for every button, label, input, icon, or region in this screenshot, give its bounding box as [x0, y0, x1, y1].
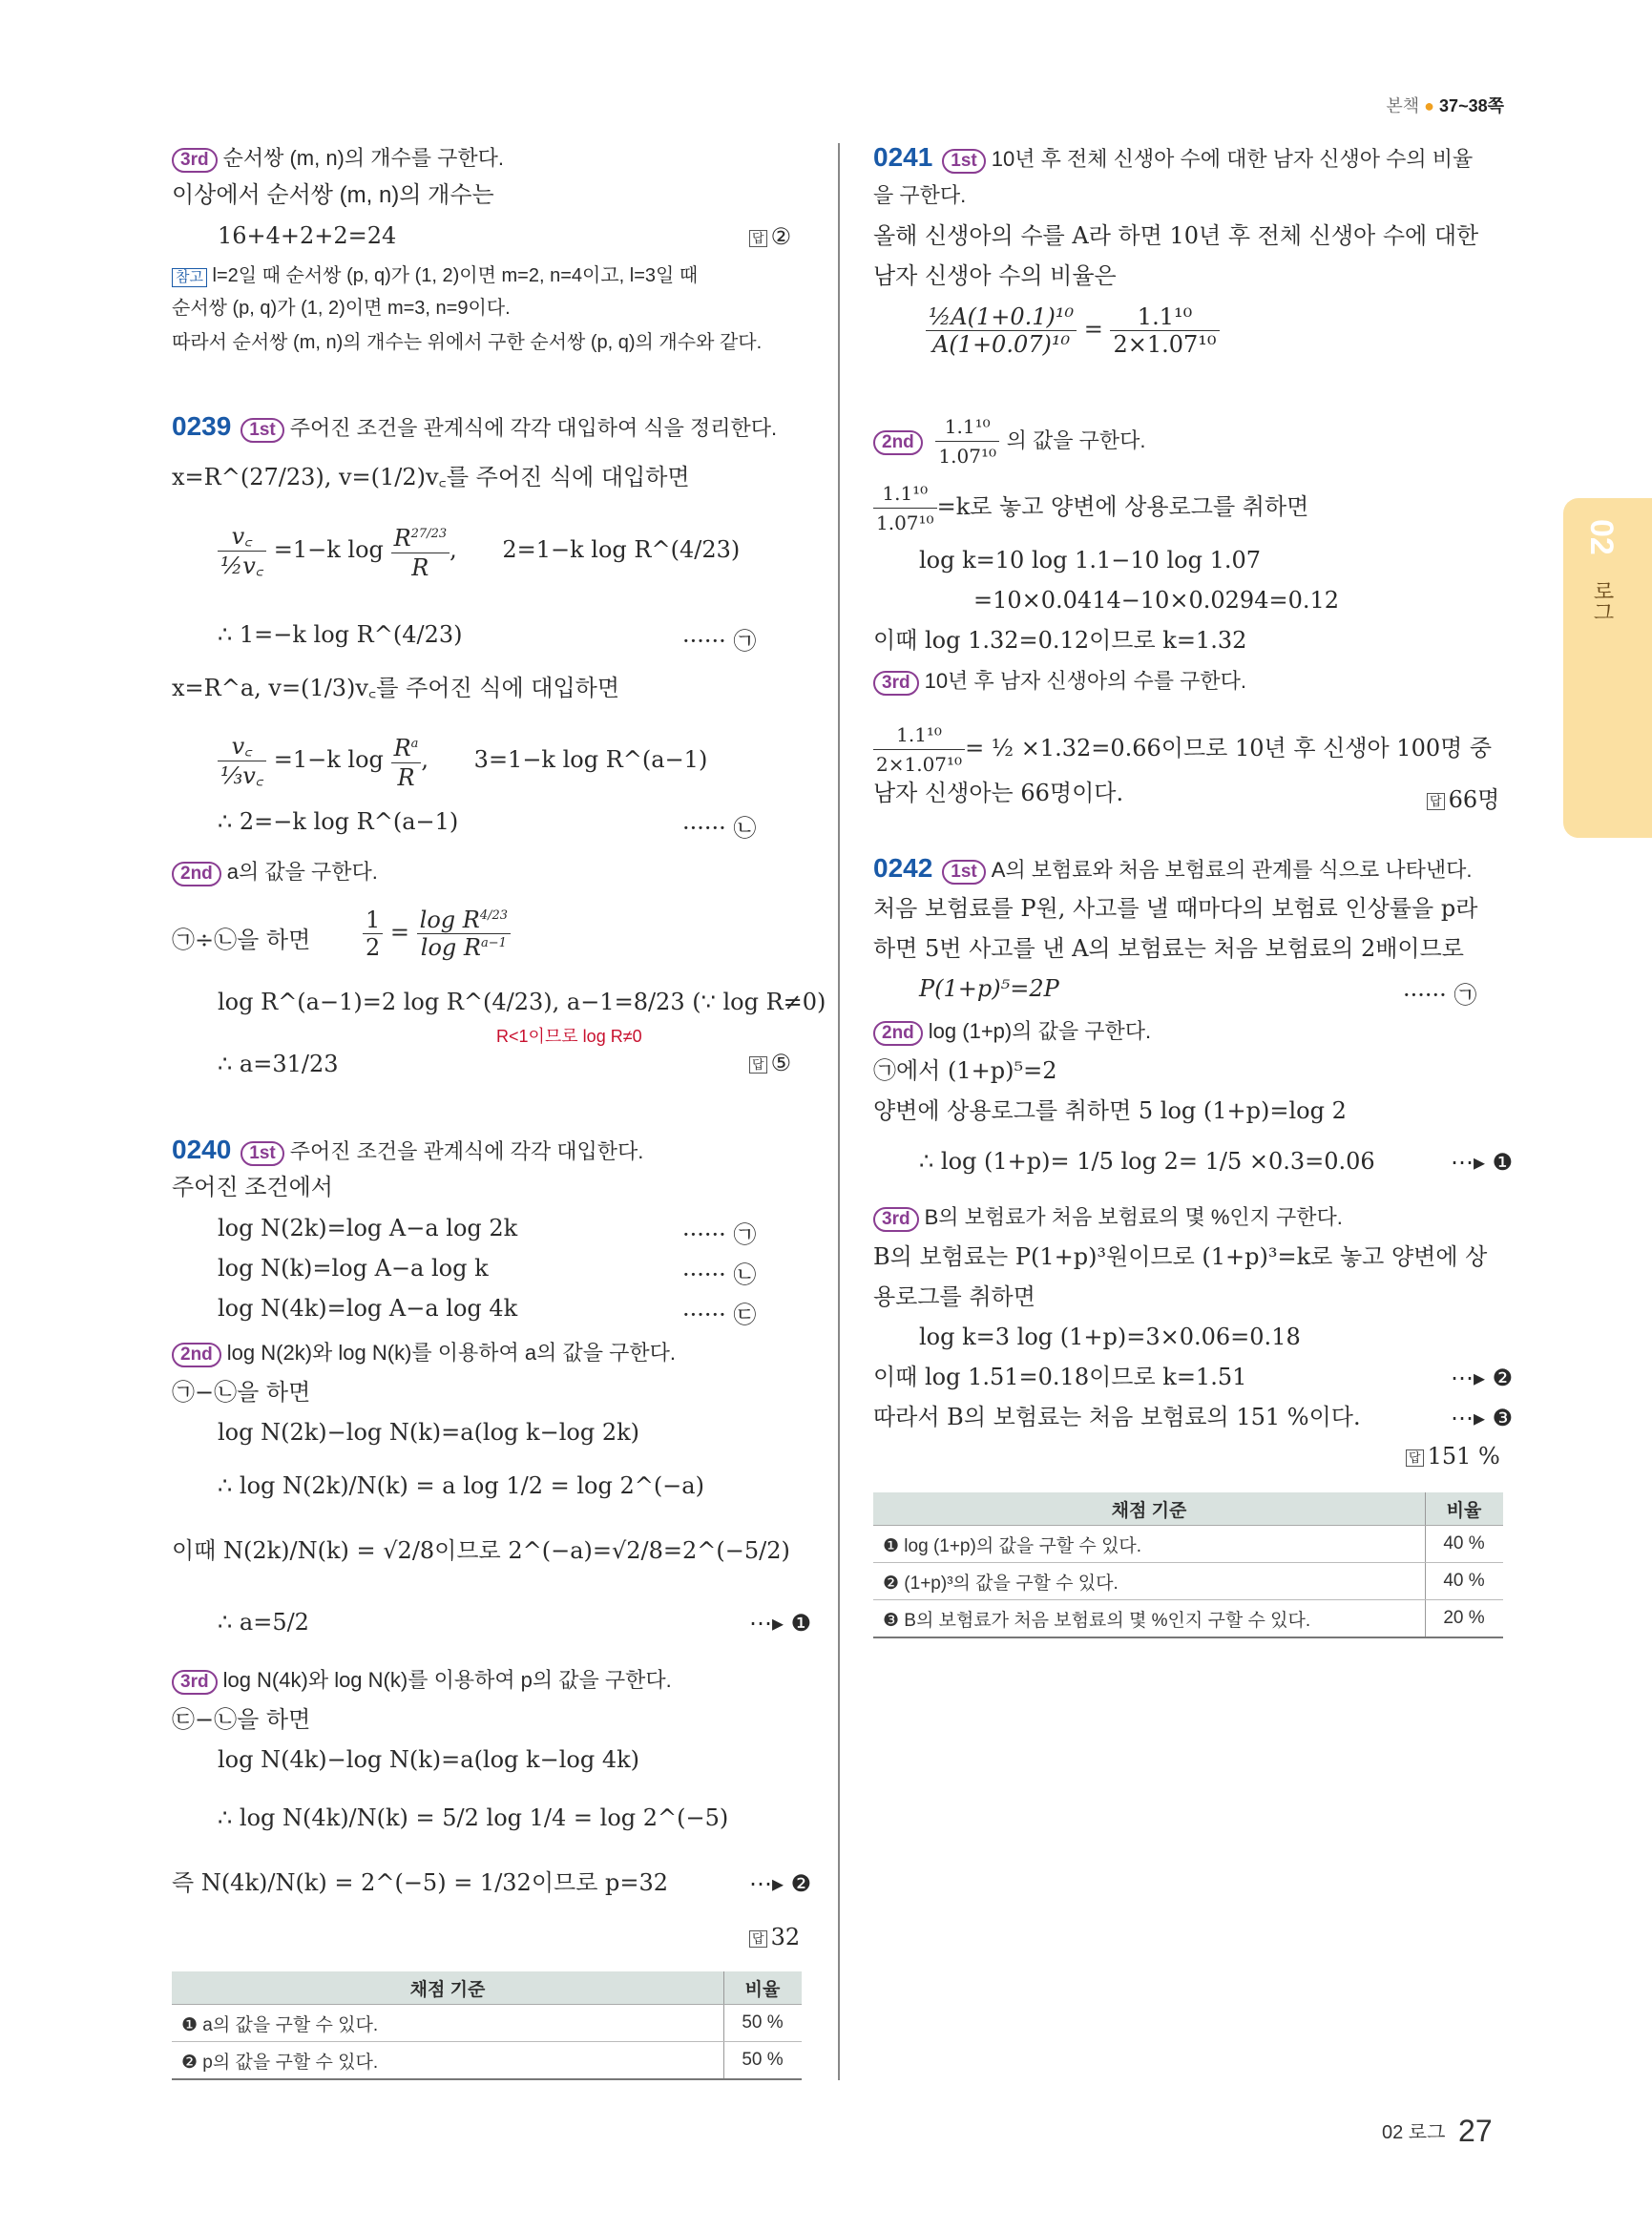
step-title: log N(4k)와 log N(k)를 이용하여 p의 값을 구한다.	[222, 1668, 672, 1692]
problem-header	[172, 1136, 643, 1166]
fraction: $\frac{\text{1.1¹⁰}}{\text{1.07¹⁰}}$	[873, 479, 937, 537]
answer-mark	[749, 223, 791, 250]
equation-marker: ······ ㉢	[682, 1302, 757, 1328]
step-badge: 3rd	[873, 1207, 919, 1232]
text-line: x=R^a, v=(1/3)v꜀를 주어진 식에 대입하면	[172, 675, 619, 701]
scoring-marker: ⋯▸ ❶	[1451, 1149, 1514, 1176]
step-badge: 1st	[240, 418, 283, 443]
scoring-table	[172, 1971, 802, 2080]
equation-marker: ······ ㉠	[682, 1221, 757, 1248]
text-line: 처음 보험료를 P원, 사고를 낼 때마다의 보험료 인상률을 p라	[873, 895, 1478, 922]
table-cell: ❶ a의 값을 구할 수 있다.	[172, 2005, 724, 2042]
problem-header	[172, 412, 777, 443]
step-header	[873, 1202, 1343, 1232]
answer-value: 32	[770, 1924, 801, 1950]
equation: 양변에 상용로그를 취하면 5 log (1+p)=log 2	[873, 1097, 1347, 1124]
step-title: B의 보험료가 처음 보험료의 몇 %인지 구한다.	[924, 1205, 1343, 1229]
step-badge: 1st	[240, 1141, 283, 1166]
equation: 즉 N(4k)/N(k) = 2^(−5) = 1/32이므로 p=32	[172, 1869, 669, 1896]
page-reference	[1386, 93, 1504, 117]
equation: $\frac{v꜀}{\text{½v꜀}}$ =1−k log $\frac{R^{27/23}}{R}$ , 2=1−k log R^(4/23)	[218, 520, 740, 582]
equation: log N(2k)=log A−a log 2k	[218, 1215, 518, 1241]
equation	[873, 479, 1308, 537]
text-line: 용로그를 취하면	[873, 1283, 1035, 1310]
note-badge: 참고	[172, 268, 207, 287]
answer-icon: 답	[749, 1056, 767, 1074]
equation	[873, 720, 1492, 779]
equation-part: 2=1−k log R^(4/23)	[502, 536, 741, 563]
table-row	[873, 1563, 1503, 1600]
step-header	[172, 143, 504, 173]
chapter-number: 02	[1583, 519, 1620, 555]
problem-number: 0241	[873, 142, 933, 172]
equation-marker: ······ ㉡	[682, 815, 757, 842]
fraction: $\frac{R^{27/23}}{R}$	[391, 520, 450, 582]
fraction: $\frac{v꜀}{\text{⅓v꜀}}$	[218, 732, 266, 790]
table-cell: ❷ (1+p)³의 값을 구할 수 있다.	[873, 1563, 1426, 1600]
table-header: 비율	[724, 1971, 803, 2005]
equation: 이때 log 1.32=0.12이므로 k=1.32	[873, 627, 1247, 654]
equation-part: 3=1−k log R^(a−1)	[473, 746, 708, 773]
text-line: ㉠÷㉡을 하면	[172, 927, 311, 953]
table-row	[873, 1526, 1503, 1563]
text-line: ㉢−㉡을 하면	[172, 1706, 311, 1733]
table-cell: 50 %	[724, 2005, 803, 2042]
step-badge: 1st	[942, 860, 985, 885]
text-line: 남자 신생아 수의 비율은	[873, 262, 1117, 289]
table-cell: ❸ B의 보험료가 처음 보험료의 몇 %인지 구할 수 있다.	[873, 1600, 1426, 1638]
footer-chapter: 02 로그	[1382, 2122, 1446, 2143]
table-cell: 20 %	[1426, 1600, 1504, 1638]
step-title: 10년 후 남자 신생아의 수를 구한다.	[924, 669, 1246, 693]
equation-marker: ······ ㉠	[1403, 982, 1477, 1009]
answer-value: 66명	[1448, 786, 1500, 813]
chapter-label: 로그	[1591, 580, 1615, 622]
answer-icon: 답	[749, 230, 767, 247]
step-header	[873, 1016, 1151, 1046]
equation: =10×0.0414−10×0.0294=0.12	[973, 587, 1340, 614]
answer-icon: 답	[749, 1930, 767, 1948]
step-header	[873, 412, 1146, 470]
table-row	[873, 1600, 1503, 1638]
step-badge: 3rd	[172, 148, 218, 173]
equation: log k=10 log 1.1−10 log 1.07	[919, 547, 1262, 573]
table-header: 비율	[1426, 1492, 1504, 1526]
table-cell: 50 %	[724, 2042, 803, 2080]
equation-part: =k로 놓고 양변에 상용로그를 취하면	[936, 493, 1309, 520]
column-divider	[838, 143, 840, 2080]
fraction: $\frac{\text{1.1¹⁰}}{\text{1.07¹⁰}}$	[935, 412, 999, 470]
text-line: 이상에서 순서쌍 (m, n)의 개수는	[172, 182, 494, 208]
equation: $\frac{1}{2}$ = $\frac{\log R^{4/23}}{\log R^{a-1}}$	[363, 907, 511, 961]
equation-part: = ½ ×1.32=0.66이므로 10년 후 신생아 100명 중	[965, 735, 1493, 761]
equation: $\frac{v꜀}{\text{⅓v꜀}}$ =1−k log $\frac{R^a}{R}$ , 3=1−k log R^(a−1)	[218, 730, 707, 792]
fraction: $\frac{\text{1.1¹⁰}}{\text{2×1.07¹⁰}}$	[873, 720, 965, 779]
table-row	[172, 2005, 802, 2042]
answer-icon: 답	[1406, 1449, 1424, 1467]
equation-marker: ······ ㉠	[682, 628, 757, 655]
fraction: $\frac{R^a}{R}$	[391, 730, 422, 792]
answer-mark	[1406, 1443, 1500, 1470]
equation: ∴ log (1+p)= 1/5 log 2= 1/5 ×0.3=0.06	[919, 1148, 1375, 1175]
fraction	[926, 303, 1077, 358]
equation: ∴ log N(4k)/N(k) = 5/2 log 1/4 = log 2^(−5)	[218, 1804, 729, 1831]
denominator: A(1+0.07)¹⁰	[931, 331, 1071, 358]
scoring-marker: ⋯▸ ❶	[749, 1610, 812, 1637]
answer-mark	[749, 1924, 800, 1950]
side-note: R<1이므로 log R≠0	[496, 1027, 642, 1046]
step-badge: 3rd	[873, 671, 919, 696]
equation: ∴ 1=−k log R^(4/23)	[218, 621, 463, 648]
equation-marker: ······ ㉡	[682, 1261, 757, 1288]
table-cell: ❶ log (1+p)의 값을 구할 수 있다.	[873, 1526, 1426, 1563]
note-line: 따라서 순서쌍 (m, n)의 개수는 위에서 구한 순서쌍 (p, q)의 개수와 같다.	[172, 332, 763, 353]
step-badge: 2nd	[873, 1021, 923, 1046]
equation-part: =1−k log	[273, 746, 384, 773]
fraction: $\frac{1}{2}$	[363, 907, 383, 961]
note-line: 순서쌍 (p, q)가 (1, 2)이면 m=3, n=9이다.	[172, 298, 511, 319]
table-header: 채점 기준	[172, 1971, 724, 2005]
step-badge: 2nd	[172, 862, 221, 886]
equation: log N(2k)−log N(k)=a(log k−log 2k)	[218, 1419, 639, 1446]
fraction: $\frac{\log R^{4/23}}{\log R^{a-1}}$	[417, 907, 511, 961]
page-number: 27	[1458, 2114, 1493, 2148]
page-footer	[1382, 2114, 1493, 2149]
step-header	[873, 666, 1246, 696]
step-badge: 1st	[942, 149, 985, 174]
equation: ∴ a=5/2	[218, 1609, 309, 1636]
text-line: 올해 신생아의 수를 A라 하면 10년 후 전체 신생아 수에 대한	[873, 222, 1479, 249]
table-cell: ❷ p의 값을 구할 수 있다.	[172, 2042, 724, 2080]
step-title: 10년 후 전체 신생아 수에 대한 남자 신생아 수의 비율	[991, 147, 1474, 171]
step-title-cont: 을 구한다.	[873, 183, 967, 207]
scoring-marker: ⋯▸ ❷	[1451, 1365, 1514, 1391]
table-row	[172, 2042, 802, 2080]
equation-part: =1−k log	[273, 536, 384, 563]
problem-header	[873, 143, 1473, 174]
equation: $\frac{\text{½A(1+0.1)¹⁰}}{\text{A(1+0.07)¹⁰}}$ = $\frac{\text{1.1¹⁰}}{\text{2×1.07¹⁰}}$	[926, 303, 1220, 358]
scoring-marker: ⋯▸ ❷	[749, 1870, 812, 1897]
answer-value: ②	[770, 223, 792, 250]
ref-prefix: 본책	[1386, 96, 1420, 115]
equation: log k=3 log (1+p)=3×0.06=0.18	[919, 1324, 1301, 1350]
equation: 16+4+2+2=24	[218, 222, 397, 249]
text-line: ㉠−㉡을 하면	[172, 1379, 311, 1406]
table-header: 채점 기준	[873, 1492, 1426, 1526]
answer-icon: 답	[1427, 793, 1445, 810]
denominator: 2×1.07¹⁰	[1113, 331, 1217, 358]
step-badge: 2nd	[172, 1343, 221, 1367]
text-line: 주어진 조건에서	[172, 1175, 333, 1200]
text-line: x=R^(27/23), v=(1/2)v꜀를 주어진 식에 대입하면	[172, 464, 690, 490]
problem-number: 0239	[172, 411, 232, 441]
table-cell: 40 %	[1426, 1563, 1504, 1600]
step-title: 주어진 조건을 관계식에 각각 대입하여 식을 정리한다.	[289, 416, 778, 440]
equation: 이때 N(2k)/N(k) = √2/8이므로 2^(−a)=√2/8=2^(−5/2)	[172, 1537, 790, 1564]
numerator: ½A(1+0.1)¹⁰	[926, 303, 1077, 331]
step-title: 주어진 조건을 관계식에 각각 대입한다.	[289, 1139, 644, 1163]
table-cell: 40 %	[1426, 1526, 1504, 1563]
fraction	[1110, 303, 1219, 358]
step-header	[172, 1665, 672, 1695]
equation: ∴ log N(2k)/N(k) = a log 1/2 = log 2^(−a)	[218, 1472, 704, 1499]
step-title: A의 보험료와 처음 보험료의 관계를 식으로 나타낸다.	[991, 858, 1473, 882]
fraction: $\frac{v꜀}{\text{½v꜀}}$	[218, 522, 266, 580]
equation: log N(4k)−log N(k)=a(log k−log 4k)	[218, 1746, 639, 1773]
chapter-side-tab	[1563, 498, 1652, 838]
note-line	[172, 261, 698, 290]
answer-value: ⑤	[770, 1050, 792, 1076]
equation: ∴ a=31/23	[218, 1051, 339, 1077]
scoring-marker: ⋯▸ ❸	[1451, 1405, 1514, 1431]
note-text: l=2일 때 순서쌍 (p, q)가 (1, 2)이면 m=2, n=4이고, l=3일 때	[212, 265, 699, 286]
problem-number: 0240	[172, 1135, 232, 1164]
numerator: 1.1¹⁰	[1110, 303, 1219, 331]
problem-number: 0242	[873, 853, 933, 883]
equation: log N(4k)=log A−a log 4k	[218, 1295, 518, 1322]
text-line: 남자 신생아는 66명이다.	[873, 780, 1124, 806]
equation: log R^(a−1)=2 log R^(4/23), a−1=8/23 (∵ log R≠0)	[218, 989, 826, 1015]
text-line: B의 보험료는 P(1+p)³원이므로 (1+p)³=k로 놓고 양변에 상	[873, 1243, 1488, 1270]
equation: P(1+p)⁵=2P	[919, 975, 1059, 1002]
scoring-table	[873, 1492, 1503, 1638]
answer-mark	[1427, 781, 1499, 814]
step-badge: 2nd	[873, 430, 923, 455]
problem-header	[873, 854, 1473, 885]
step-title: 의 값을 구한다.	[1006, 428, 1146, 452]
step-header	[172, 857, 378, 886]
step-header	[172, 1338, 676, 1367]
text-line: 따라서 B의 보험료는 처음 보험료의 151 %이다.	[873, 1404, 1361, 1430]
equation: ∴ 2=−k log R^(a−1)	[218, 808, 459, 835]
step-title: a의 값을 구한다.	[226, 860, 378, 884]
step-title: 순서쌍 (m, n)의 개수를 구한다.	[222, 146, 504, 170]
answer-value: 151 %	[1427, 1443, 1500, 1470]
equation: ㉠에서 (1+p)⁵=2	[873, 1057, 1057, 1084]
ref-dot: ●	[1424, 96, 1435, 115]
ref-pages: 37~38쪽	[1439, 96, 1504, 115]
step-title: log (1+p)의 값을 구한다.	[928, 1019, 1152, 1043]
text-line: 하면 5번 사고를 낸 A의 보험료는 처음 보험료의 2배이므로	[873, 935, 1464, 962]
step-badge: 3rd	[172, 1670, 218, 1695]
answer-mark	[749, 1050, 791, 1076]
equation: log N(k)=log A−a log k	[218, 1255, 489, 1282]
step-title: log N(2k)와 log N(k)를 이용하여 a의 값을 구한다.	[226, 1341, 676, 1365]
equation: 이때 log 1.51=0.18이므로 k=1.51	[873, 1364, 1247, 1390]
